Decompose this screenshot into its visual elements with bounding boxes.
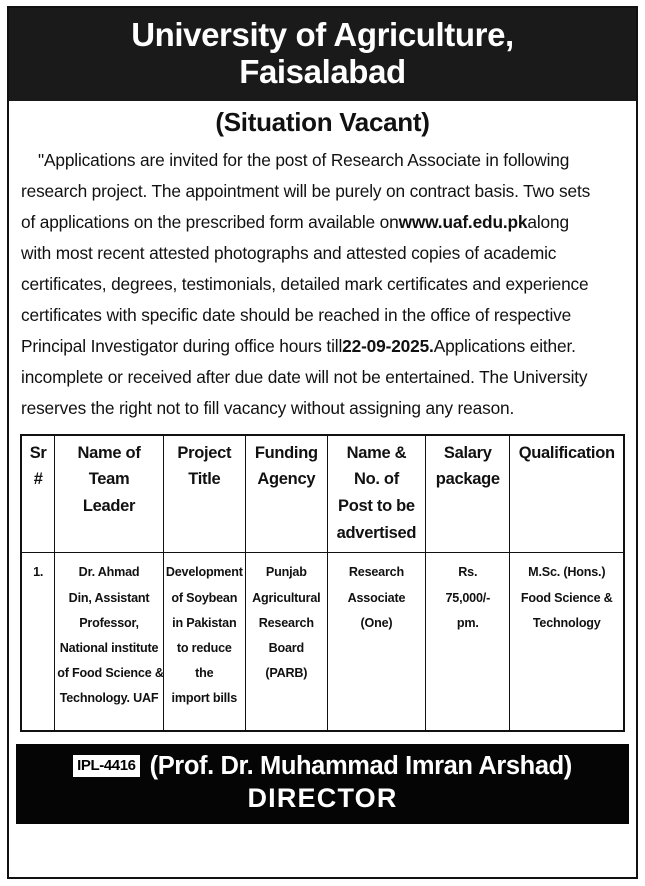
table-header-row	[21, 435, 624, 553]
notice-line-8: incomplete or received after due date will not be entertained. The University	[21, 367, 588, 388]
cell-post-line1: Research	[348, 565, 404, 580]
column-header-sr	[21, 435, 55, 553]
column-header-sr-line2: #	[33, 470, 43, 489]
cell-salary-line3: pm.	[456, 615, 479, 630]
cell-funding-agency-line3: Research	[258, 615, 314, 630]
vacancy-table-head	[21, 435, 624, 553]
cell-funding-agency-line5: (PARB)	[265, 666, 308, 681]
notice-line-3-text: of applications on the prescribed form available on	[21, 212, 399, 233]
application-deadline-date: 22-09-2025.	[342, 336, 434, 357]
cell-post-line3: (One)	[360, 615, 393, 630]
cell-project-title-line1: Development	[165, 565, 243, 580]
advertisement-border-frame	[7, 6, 638, 879]
cell-funding-agency-line2: Agricultural	[252, 590, 321, 605]
notice-line-6: certificates with specific date should be reached in the office of respective	[21, 305, 572, 326]
notice-line-7	[21, 332, 624, 363]
column-header-sr-line1: Sr	[29, 443, 47, 462]
cell-qualification-line2: Food Science &	[520, 590, 613, 605]
vacancy-table-container	[9, 431, 636, 732]
column-header-project-title	[163, 435, 245, 553]
cell-project-title-line4: to reduce	[176, 641, 232, 655]
cell-team-leader-line2: Din, Assistant	[68, 590, 150, 605]
vacancy-table-body	[21, 553, 624, 731]
column-header-post-line3: Post to be	[338, 497, 415, 515]
vacancy-table	[20, 434, 625, 732]
notice-line-9: reserves the right not to fill vacancy without assigning any reason.	[21, 398, 515, 419]
cell-sr-number: 1.	[21, 553, 55, 731]
cell-qualification-line1: M.Sc. (Hons.)	[528, 565, 606, 580]
column-header-team-leader-line1: Name of	[77, 443, 141, 462]
column-header-qualification	[510, 435, 624, 553]
notice-line-1: "Applications are invited for the post of Research Associate in following	[38, 150, 570, 171]
subtitle-band	[9, 101, 636, 142]
ipl-reference-code: IPL-4416	[73, 755, 140, 777]
cell-project-title-line3: in Pakistan	[172, 615, 237, 630]
signature-row	[22, 752, 623, 781]
column-header-funding-agency	[245, 435, 327, 553]
notice-paragraph	[9, 142, 636, 431]
column-header-project-title-line1: Project	[177, 443, 232, 462]
column-header-salary-line1: Salary	[443, 443, 492, 462]
cell-qualification-line3: Technology	[532, 615, 601, 630]
cell-salary-line2: 75,000/-	[445, 590, 491, 605]
column-header-team-leader-line2: Team	[88, 470, 130, 489]
column-header-team-leader	[55, 435, 164, 553]
column-header-post-line4: advertised	[336, 523, 417, 542]
signatory-name: (Prof. Dr. Muhammad Imran Arshad)	[149, 751, 572, 780]
signature-footer	[16, 744, 629, 824]
cell-funding-agency-line4: Board	[268, 641, 304, 655]
cell-post-line2: Associate	[347, 590, 406, 605]
notice-line-2: research project. The appointment will be purely on contract basis. Two sets	[21, 181, 591, 202]
table-row	[21, 553, 624, 731]
notice-line-3	[21, 208, 624, 239]
notice-line-3-tail: along	[527, 212, 569, 233]
cell-team-leader-line4: National institute	[59, 641, 159, 655]
column-header-qualification-line1: Qualification	[518, 443, 615, 462]
cell-team-leader-line5: of Food Science &	[57, 666, 164, 681]
cell-salary-line1: Rs.	[458, 565, 478, 580]
column-header-post	[327, 435, 425, 553]
column-header-funding-agency-line1: Funding	[254, 443, 318, 462]
cell-qualification	[510, 553, 624, 731]
column-header-funding-agency-line2: Agency	[257, 470, 316, 489]
situation-vacant-heading: (Situation Vacant)	[215, 106, 430, 137]
column-header-salary-line2: package	[435, 470, 500, 489]
cell-project-title-line2: of Soybean	[171, 590, 238, 605]
cell-team-leader-line1: Dr. Ahmad	[78, 565, 140, 580]
column-header-post-line2: No. of	[353, 470, 399, 489]
notice-line-4: with most recent attested photographs and attested copies of academic	[21, 243, 557, 264]
cell-funding-agency-line1: Punjab	[265, 565, 307, 580]
cell-project-title-line5: the	[195, 666, 214, 681]
masthead	[9, 8, 636, 101]
column-header-team-leader-line3: Leader	[82, 497, 136, 515]
column-header-post-line1: Name &	[346, 443, 407, 462]
notice-line-7-tail: Applications either.	[433, 336, 576, 357]
signatory-designation: DIRECTOR	[247, 782, 398, 813]
university-name-line1: University of Agriculture,	[131, 16, 514, 53]
cell-team-leader-line6: Technology. UAF	[59, 691, 159, 706]
cell-salary	[426, 553, 510, 731]
cell-project-title	[163, 553, 245, 731]
university-name-line2: Faisalabad	[239, 53, 406, 91]
column-header-salary	[426, 435, 510, 553]
cell-post	[327, 553, 425, 731]
cell-project-title-line6: import bills	[171, 691, 238, 706]
cell-funding-agency	[245, 553, 327, 731]
cell-team-leader	[55, 553, 164, 731]
uaf-website-link[interactable]: www.uaf.edu.pk	[398, 212, 528, 233]
column-header-project-title-line2: Title	[188, 470, 221, 489]
notice-line-7-text: Principal Investigator during office hours till	[21, 336, 343, 357]
cell-team-leader-line3: Professor,	[79, 615, 139, 630]
notice-line-5: certificates, degrees, testimonials, detailed mark certificates and experience	[21, 274, 589, 295]
